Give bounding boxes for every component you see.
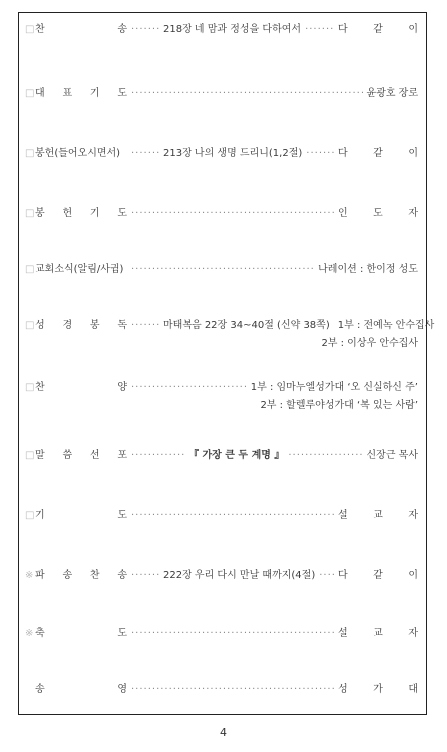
item-label-char: 도	[117, 628, 127, 639]
item-role-part: 자	[408, 628, 418, 639]
item-role-part: 도	[373, 208, 383, 219]
item-marker: □	[25, 264, 35, 275]
item-label-char: 파	[35, 570, 45, 581]
item-role-part: 신장근 목사	[366, 450, 418, 461]
item-role	[334, 683, 418, 697]
item-role-part: 이	[408, 148, 418, 159]
item-role-part: 교	[373, 628, 383, 639]
item-marker: □	[25, 320, 35, 331]
item-label	[35, 319, 127, 333]
item-label-char: 기	[89, 208, 100, 219]
item-label-char: 봉헌(들어오시면서)	[35, 148, 121, 159]
item-label	[35, 627, 127, 641]
item-role	[334, 207, 418, 221]
item-role	[314, 263, 418, 277]
item-role-part: 같	[373, 148, 383, 159]
leader-dots	[131, 207, 334, 221]
item-role-second-line: 2부 : 할렐루야성가대 ‘복 있는 사람’	[260, 400, 418, 411]
item-label-char: 찬	[35, 24, 45, 35]
item-detail	[131, 87, 418, 101]
item-detail	[131, 263, 418, 277]
item-label-char: 축	[35, 628, 45, 639]
item-role-part: 설	[338, 510, 348, 521]
item-detail	[131, 319, 435, 333]
leader-dots	[131, 23, 159, 37]
item-role	[334, 627, 418, 641]
item-label	[35, 147, 127, 161]
item-label-char: 송	[35, 684, 45, 695]
item-marker: ※	[25, 570, 34, 581]
item-role	[363, 449, 418, 463]
item-detail	[131, 147, 418, 161]
item-marker: □	[25, 208, 35, 219]
item-role-part: 자	[408, 208, 418, 219]
item-role	[334, 319, 435, 333]
bulletin-order-of-worship	[18, 12, 435, 715]
item-label	[35, 207, 127, 221]
leader-dots	[131, 263, 314, 277]
item-label-char: 헌	[62, 208, 73, 219]
item-label-char: 양	[117, 382, 127, 393]
item-role-part: 이	[408, 24, 418, 35]
item-role-part: 윤광호 장로	[366, 88, 418, 99]
item-role	[247, 381, 418, 395]
item-detail	[131, 627, 418, 641]
item-marker: □	[25, 24, 35, 35]
item-label-char: 도	[117, 208, 127, 219]
item-detail	[131, 683, 418, 697]
item-label	[35, 381, 127, 395]
item-role-part: 다	[338, 570, 348, 581]
item-label-char: 봉	[35, 208, 45, 219]
item-label	[35, 263, 127, 277]
item-label-char: 송	[117, 24, 127, 35]
leader-dots	[319, 569, 334, 583]
page-number: 4	[220, 726, 227, 739]
item-label-char: 도	[117, 88, 127, 99]
item-detail	[131, 207, 418, 221]
leader-dots	[305, 23, 334, 37]
item-marker: ※	[25, 628, 34, 639]
item-label-char: 대	[35, 88, 45, 99]
item-detail	[131, 23, 418, 37]
item-role-part: 1부 : 임마누엘성가대 ‘오 신실하신 주’	[250, 382, 418, 393]
item-detail	[131, 569, 418, 583]
leader-dots	[306, 147, 334, 161]
item-role	[363, 87, 418, 101]
item-role-part: 다	[338, 24, 348, 35]
item-role-part: 교	[373, 510, 383, 521]
item-role	[334, 23, 418, 37]
item-label-char: 찬	[35, 382, 45, 393]
item-label-char: 기	[35, 510, 45, 521]
item-text: 마태복음 22장 34~40절 (신약 38쪽)	[163, 320, 330, 331]
item-label	[35, 683, 127, 697]
item-role-part: 나레이션 : 한이정 성도	[318, 264, 418, 275]
leader-dots	[131, 147, 159, 161]
item-label-char: 경	[62, 320, 73, 331]
item-role-part: 같	[373, 570, 383, 581]
item-label-char: 송	[62, 570, 73, 581]
item-role-part: 이	[408, 570, 418, 581]
item-role-part: 1부 : 전예녹 안수집사	[337, 320, 435, 331]
item-label-char: 송	[117, 570, 127, 581]
item-marker: □	[25, 148, 35, 159]
item-label	[35, 509, 127, 523]
leader-dots	[131, 683, 334, 697]
item-label-char: 독	[117, 320, 127, 331]
item-label	[35, 87, 127, 101]
item-label-char: 도	[117, 510, 127, 521]
item-detail	[131, 509, 418, 523]
item-text: 218장 네 맘과 정성을 다하여서	[163, 24, 302, 35]
item-marker: □	[25, 88, 35, 99]
leader-dots	[288, 449, 362, 463]
item-role-part: 자	[408, 510, 418, 521]
leader-dots	[131, 87, 363, 101]
item-label-char: 봉	[89, 320, 100, 331]
item-role-part: 다	[338, 148, 348, 159]
leader-dots	[131, 381, 247, 395]
leader-dots	[131, 509, 334, 523]
item-label-char: 찬	[89, 570, 100, 581]
item-label-char: 영	[117, 684, 127, 695]
item-label-char: 교회소식(알림/사귐)	[35, 264, 124, 275]
item-role	[334, 509, 418, 523]
item-role	[334, 147, 418, 161]
item-role-part: 같	[373, 24, 383, 35]
item-label	[35, 449, 127, 463]
item-role-part: 인	[338, 208, 348, 219]
leader-dots	[131, 627, 334, 641]
item-label-char: 표	[62, 88, 73, 99]
item-role-part: 대	[408, 684, 418, 695]
item-role	[334, 569, 418, 583]
item-label-char: 성	[35, 320, 45, 331]
item-detail	[131, 381, 418, 395]
item-marker: □	[25, 510, 35, 521]
leader-dots	[131, 319, 159, 333]
item-marker: □	[25, 450, 35, 461]
item-text: 213장 나의 생명 드리니(1,2절)	[163, 148, 303, 159]
item-text: 『 가장 큰 두 계명 』	[189, 450, 285, 461]
item-label-char: 말	[35, 450, 45, 461]
leader-dots	[131, 449, 185, 463]
item-role-second-line: 2부 : 이상우 안수집사	[321, 338, 418, 349]
item-role-part: 가	[373, 684, 383, 695]
item-role-part: 성	[338, 684, 348, 695]
leader-dots	[131, 569, 159, 583]
item-marker: □	[25, 382, 35, 393]
item-label	[35, 23, 127, 37]
item-role-part: 설	[338, 628, 348, 639]
item-label-char: 씀	[62, 450, 73, 461]
item-label-char: 선	[89, 450, 100, 461]
item-detail	[131, 449, 418, 463]
item-label	[35, 569, 127, 583]
item-text: 222장 우리 다시 만날 때까지(4절)	[163, 570, 316, 581]
item-label-char: 기	[89, 88, 100, 99]
item-label-char: 포	[117, 450, 127, 461]
